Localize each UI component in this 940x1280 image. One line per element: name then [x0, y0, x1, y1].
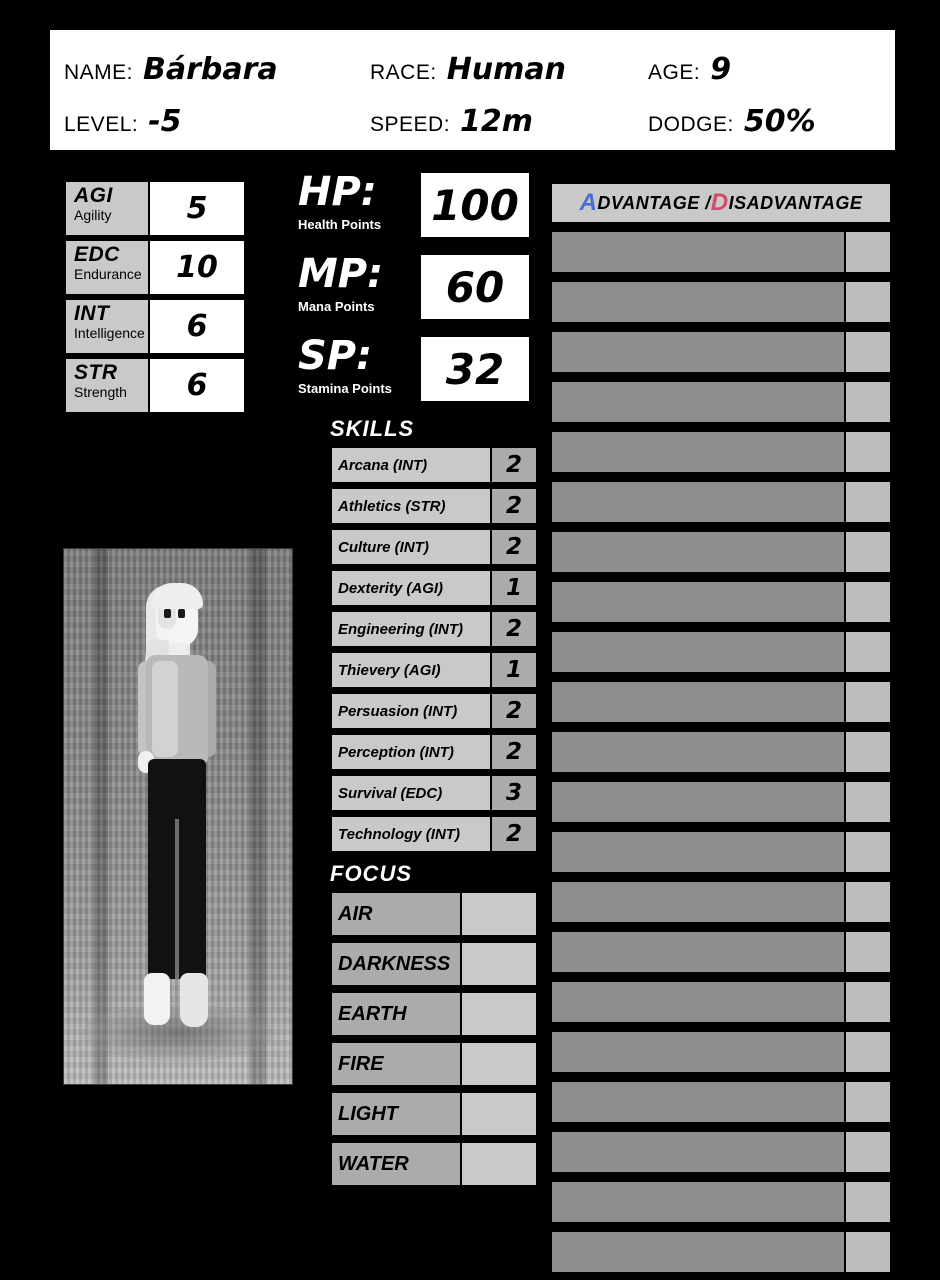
focus-row[interactable]	[330, 941, 538, 987]
dodge-value: 50%	[743, 104, 816, 139]
advantage-row[interactable]	[550, 880, 892, 924]
attribute-row[interactable]	[64, 298, 246, 355]
focus-value[interactable]	[462, 1091, 538, 1137]
skill-value[interactable]: 2	[492, 446, 538, 484]
skill-name: Dexterity (AGI)	[330, 569, 492, 607]
center-column	[298, 170, 538, 1191]
skill-value[interactable]: 1	[492, 651, 538, 689]
attribute-name	[64, 298, 150, 355]
portrait-stripe	[250, 549, 266, 1084]
figure-eye-left	[164, 609, 171, 618]
advantage-text[interactable]	[550, 580, 846, 624]
attribute-row[interactable]	[64, 357, 246, 414]
advantage-mark[interactable]	[846, 630, 892, 674]
vital-full: Health Points	[298, 217, 382, 232]
skill-row[interactable]	[330, 815, 538, 853]
vital-row-mp	[298, 252, 538, 324]
advantage-mark[interactable]	[846, 930, 892, 974]
skill-row[interactable]	[330, 733, 538, 771]
skills-title: SKILLS	[330, 416, 415, 441]
advantage-row[interactable]	[550, 1080, 892, 1124]
advantage-disadvantage-panel	[550, 182, 892, 1280]
advantage-text[interactable]	[550, 780, 846, 824]
disadvantage-word: ISADVANTAGE	[728, 192, 863, 213]
age-field[interactable]	[648, 52, 731, 87]
attribute-row[interactable]	[64, 239, 246, 296]
attribute-full: Endurance	[74, 266, 142, 282]
vital-abbr: MP:	[298, 251, 384, 297]
attribute-full: Agility	[74, 207, 112, 223]
skill-value[interactable]: 2	[492, 815, 538, 853]
advantage-mark[interactable]	[846, 780, 892, 824]
attribute-name	[64, 357, 150, 414]
advantage-mark[interactable]	[846, 880, 892, 924]
disadvantage-initial: D	[710, 189, 729, 216]
advantage-text[interactable]	[550, 730, 846, 774]
name-label: NAME:	[64, 61, 134, 84]
attribute-name	[64, 239, 150, 296]
skill-row[interactable]	[330, 651, 538, 689]
skill-value[interactable]: 1	[492, 569, 538, 607]
figure-eye-right	[178, 609, 185, 618]
focus-name: EARTH	[330, 991, 462, 1037]
advantage-row[interactable]	[550, 780, 892, 824]
advantage-text[interactable]	[550, 1130, 846, 1174]
advantage-text[interactable]	[550, 680, 846, 724]
vital-value-hp[interactable]: 100	[418, 170, 532, 240]
advantage-text[interactable]	[550, 1180, 846, 1224]
dodge-field[interactable]	[648, 104, 816, 139]
vital-value-mp[interactable]: 60	[418, 252, 532, 322]
focus-value[interactable]	[462, 991, 538, 1037]
focus-row[interactable]	[330, 1091, 538, 1137]
focus-value[interactable]	[462, 1141, 538, 1187]
advantage-mark[interactable]	[846, 830, 892, 874]
header-row-2	[50, 104, 895, 164]
advantage-mark[interactable]	[846, 1230, 892, 1274]
advantage-row[interactable]	[550, 1180, 892, 1224]
skill-name: Perception (INT)	[330, 733, 492, 771]
age-label: AGE:	[648, 61, 701, 84]
focus-name: AIR	[330, 891, 462, 937]
advantage-row[interactable]	[550, 830, 892, 874]
advantage-mark[interactable]	[846, 980, 892, 1024]
focus-row[interactable]	[330, 991, 538, 1037]
focus-row[interactable]	[330, 891, 538, 937]
advantage-header	[550, 182, 892, 224]
focus-title: FOCUS	[330, 861, 412, 886]
level-label: LEVEL:	[64, 113, 139, 136]
level-field[interactable]	[64, 104, 182, 139]
advantage-row[interactable]	[550, 1130, 892, 1174]
dodge-label: DODGE:	[648, 113, 734, 136]
attribute-abbr: AGI	[74, 184, 113, 207]
advantage-mark[interactable]	[846, 480, 892, 524]
speed-label: SPEED:	[370, 113, 451, 136]
vital-value-sp[interactable]: 32	[418, 334, 532, 404]
attribute-full: Strength	[74, 384, 127, 400]
vital-abbr: HP:	[298, 169, 377, 215]
advantage-text[interactable]	[550, 480, 846, 524]
attribute-name	[64, 180, 150, 237]
advantage-mark[interactable]	[846, 1130, 892, 1174]
advantage-row[interactable]	[550, 730, 892, 774]
advantage-mark[interactable]	[846, 230, 892, 274]
vital-row-hp	[298, 170, 538, 242]
advantage-row[interactable]	[550, 330, 892, 374]
skill-value[interactable]: 2	[492, 528, 538, 566]
advantage-text[interactable]	[550, 330, 846, 374]
vital-full: Stamina Points	[298, 381, 392, 396]
skill-row[interactable]	[330, 487, 538, 525]
focus-name: WATER	[330, 1141, 462, 1187]
advantage-word: DVANTAGE /	[597, 192, 711, 213]
advantage-mark[interactable]	[846, 380, 892, 424]
skill-name: Athletics (STR)	[330, 487, 492, 525]
vital-label	[298, 169, 418, 232]
skill-value[interactable]: 2	[492, 610, 538, 648]
advantage-row[interactable]	[550, 930, 892, 974]
skill-name: Survival (EDC)	[330, 774, 492, 812]
advantage-row[interactable]	[550, 230, 892, 274]
header-row-1	[50, 52, 895, 112]
advantage-row[interactable]	[550, 680, 892, 724]
speed-field[interactable]	[370, 104, 533, 139]
skill-name: Engineering (INT)	[330, 610, 492, 648]
name-value: Bárbara	[143, 52, 278, 87]
race-field[interactable]	[370, 52, 566, 87]
skill-value[interactable]: 2	[492, 692, 538, 730]
figure-leg-gap	[175, 819, 179, 979]
figure-torso-highlight	[152, 661, 178, 757]
header-panel	[50, 30, 895, 150]
speed-value: 12m	[460, 104, 534, 139]
attribute-value[interactable]: 6	[150, 357, 246, 414]
advantage-text[interactable]	[550, 880, 846, 924]
advantage-text[interactable]	[550, 930, 846, 974]
advantage-text[interactable]	[550, 280, 846, 324]
level-value: -5	[148, 104, 182, 139]
advantage-mark[interactable]	[846, 530, 892, 574]
advantage-mark[interactable]	[846, 330, 892, 374]
race-value: Human	[446, 52, 567, 87]
name-field[interactable]	[64, 52, 278, 87]
advantage-mark[interactable]	[846, 1080, 892, 1124]
attribute-abbr: EDC	[74, 243, 120, 266]
advantage-row[interactable]	[550, 430, 892, 474]
skill-row[interactable]	[330, 446, 538, 484]
vital-label	[298, 333, 418, 396]
portrait-stripe	[94, 549, 108, 1084]
attribute-full: Intelligence	[74, 325, 145, 341]
advantage-mark[interactable]	[846, 1180, 892, 1224]
advantage-text[interactable]	[550, 1230, 846, 1274]
skill-value[interactable]: 3	[492, 774, 538, 812]
advantage-row[interactable]	[550, 530, 892, 574]
focus-name: LIGHT	[330, 1091, 462, 1137]
advantage-row[interactable]	[550, 1230, 892, 1274]
vital-row-sp	[298, 334, 538, 406]
character-portrait	[63, 548, 293, 1085]
skill-row[interactable]	[330, 610, 538, 648]
figure-hair-front	[151, 583, 203, 609]
advantage-initial: A	[579, 189, 598, 216]
skill-name: Persuasion (INT)	[330, 692, 492, 730]
skill-value[interactable]: 2	[492, 733, 538, 771]
character-figure	[118, 569, 238, 1069]
attribute-value[interactable]: 10	[150, 239, 246, 296]
attribute-value[interactable]: 6	[150, 298, 246, 355]
advantage-text[interactable]	[550, 230, 846, 274]
focus-value[interactable]	[462, 1041, 538, 1087]
age-value: 9	[710, 52, 732, 87]
advantage-text[interactable]	[550, 980, 846, 1024]
vital-full: Mana Points	[298, 299, 375, 314]
skill-name: Thievery (AGI)	[330, 651, 492, 689]
advantage-row[interactable]	[550, 280, 892, 324]
skill-name: Technology (INT)	[330, 815, 492, 853]
vital-abbr: SP:	[298, 333, 373, 379]
advantage-row[interactable]	[550, 1030, 892, 1074]
skill-row[interactable]	[330, 528, 538, 566]
focus-value[interactable]	[462, 891, 538, 937]
attributes-panel	[64, 180, 246, 416]
advantage-mark[interactable]	[846, 730, 892, 774]
advantage-mark[interactable]	[846, 680, 892, 724]
skill-value[interactable]: 2	[492, 487, 538, 525]
advantage-row[interactable]	[550, 580, 892, 624]
vital-label	[298, 251, 418, 314]
focus-value[interactable]	[462, 941, 538, 987]
attribute-row[interactable]	[64, 180, 246, 237]
advantage-mark[interactable]	[846, 580, 892, 624]
advantage-text[interactable]	[550, 830, 846, 874]
skill-row[interactable]	[330, 692, 538, 730]
advantage-text[interactable]	[550, 530, 846, 574]
advantage-text[interactable]	[550, 380, 846, 424]
focus-name: DARKNESS	[330, 941, 462, 987]
skill-row[interactable]	[330, 569, 538, 607]
race-label: RACE:	[370, 61, 437, 84]
advantage-mark[interactable]	[846, 280, 892, 324]
advantage-row[interactable]	[550, 480, 892, 524]
skill-name: Arcana (INT)	[330, 446, 492, 484]
attribute-abbr: STR	[74, 361, 118, 384]
advantage-text[interactable]	[550, 630, 846, 674]
figure-foot-left	[144, 973, 170, 1025]
advantage-row[interactable]	[550, 980, 892, 1024]
focus-row[interactable]	[330, 1141, 538, 1187]
advantage-text[interactable]	[550, 1080, 846, 1124]
focus-row[interactable]	[330, 1041, 538, 1087]
advantage-row[interactable]	[550, 380, 892, 424]
focus-name: FIRE	[330, 1041, 462, 1087]
attribute-abbr: INT	[74, 302, 110, 325]
advantage-text[interactable]	[550, 1030, 846, 1074]
skill-name: Culture (INT)	[330, 528, 492, 566]
advantage-mark[interactable]	[846, 1030, 892, 1074]
attribute-value[interactable]: 5	[150, 180, 246, 237]
advantage-mark[interactable]	[846, 430, 892, 474]
advantage-text[interactable]	[550, 430, 846, 474]
advantage-row[interactable]	[550, 630, 892, 674]
figure-foot-right	[180, 973, 208, 1027]
skill-row[interactable]	[330, 774, 538, 812]
